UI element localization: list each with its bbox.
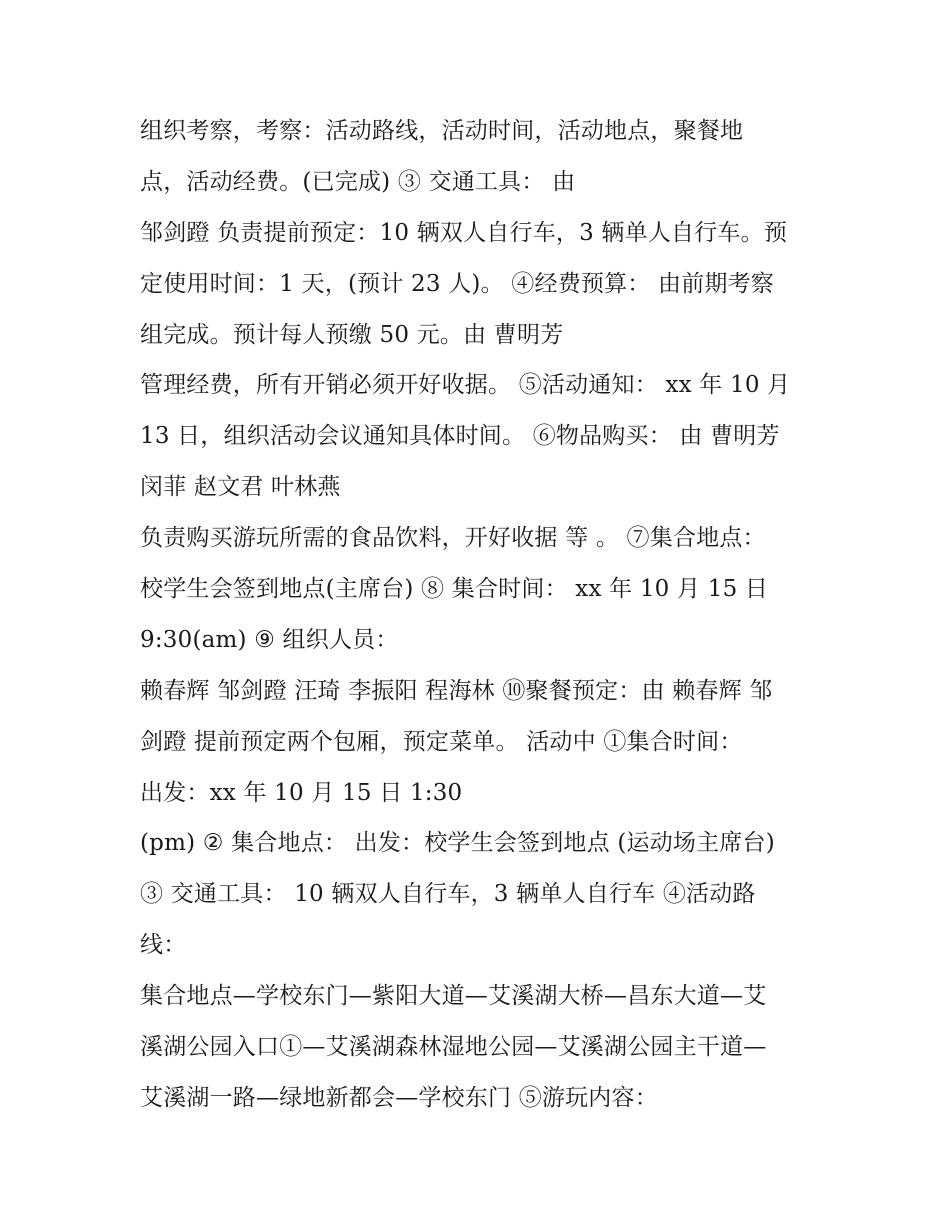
text-line: 集合地点—学校东门—紫阳大道—艾溪湖大桥—昌东大道—艾 <box>140 983 767 1010</box>
text-line: 13 日，组织活动会议通知具体时间。 ⑥物品购买： 由 曹明芳 <box>140 423 780 450</box>
text-line: 溪湖公园入口①—艾溪湖森林湿地公园—艾溪湖公园主干道— <box>140 1034 767 1061</box>
text-line: 邹剑蹬 负责提前预定：10 辆双人自行车，3 辆单人自行车。预 <box>140 219 788 246</box>
text-line: 剑蹬 提前预定两个包厢，预定菜单。 活动中 ①集合时间： <box>140 728 743 755</box>
text-line: 9:30(am) ⑨ 组织人员： <box>140 626 399 653</box>
text-line: 出发：xx 年 10 月 15 日 1:30 <box>140 779 463 806</box>
text-line: 线： <box>140 932 187 959</box>
text-line: 闵菲 赵文君 叶林燕 <box>140 474 341 501</box>
text-line: (pm) ② 集合地点： 出发：校学生会签到地点 (运动场主席台) <box>140 830 775 857</box>
text-line: 负责购买游玩所需的食品饮料，开好收据 等 。 ⑦集合地点： <box>140 525 766 552</box>
document-body <box>140 106 820 1124</box>
text-line: 校学生会签到地点(主席台) ⑧ 集合时间： xx 年 10 月 15 日 <box>140 576 769 603</box>
text-line: 艾溪湖一路—绿地新都会—学校东门 ⑤游玩内容： <box>140 1084 658 1111</box>
text-line: 定使用时间：1 天，(预计 23 人)。 ④经费预算： 由前期考察 <box>140 270 775 297</box>
text-line: 组完成。预计每人预缴 50 元。由 曹明芳 <box>140 321 564 348</box>
text-line: 管理经费，所有开销必须开好收据。 ⑤活动通知： xx 年 10 月 <box>140 372 791 399</box>
text-line: ③ 交通工具： 10 辆双人自行车，3 辆单人自行车 ④活动路 <box>140 881 756 908</box>
text-line: 点，活动经费。(已完成) ③ 交通工具： 由 <box>140 168 576 195</box>
text-line: 赖春辉 邹剑蹬 汪琦 李振阳 程海林 ⑩聚餐预定：由 赖春辉 邹 <box>140 677 773 704</box>
text-line: 组织考察，考察：活动路线，活动时间，活动地点，聚餐地 <box>140 118 744 144</box>
